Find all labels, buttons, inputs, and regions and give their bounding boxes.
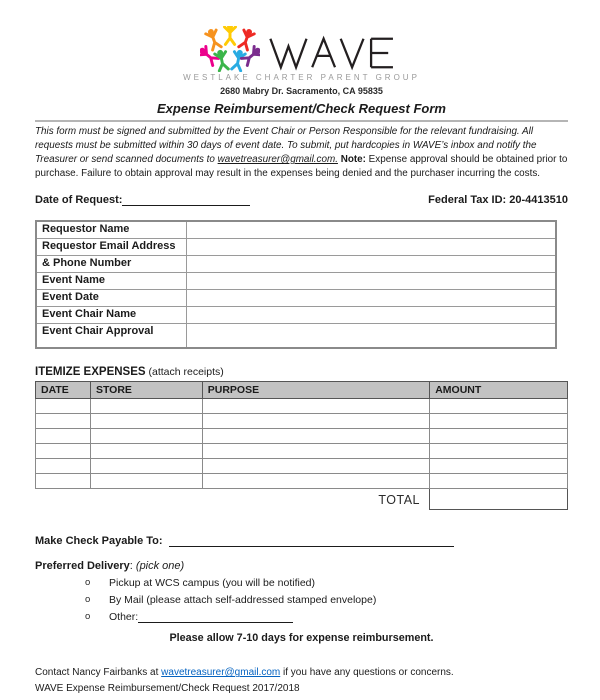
contact-prefix: Contact Nancy Fairbanks at [35,667,162,679]
preferred-delivery-label: Preferred Delivery [35,560,130,573]
expense-cell [430,444,568,459]
itemize-expenses-heading [35,366,568,378]
expense-cell [202,459,429,474]
expense-cell [36,414,91,429]
column-header-purpose: PURPOSE [202,382,429,399]
expense-cell [90,429,202,444]
logo-tagline: WESTLAKE CHARTER PARENT GROUP [183,73,420,82]
note-text: Expense approval should be obtained prior to purchase. Failure to obtain approval may result in the expenses being denied and the purchaser incurring the costs. [35,154,568,180]
delivery-option-other [35,611,568,623]
event-name-field [186,272,556,289]
pick-one-note: (pick one) [135,560,185,573]
bullet-icon: o [85,577,91,589]
total-label: TOTAL [378,492,420,507]
expense-cell [36,444,91,459]
event-chair-approval-field [186,323,556,348]
expense-cell [90,399,202,414]
event-chair-name-field [186,306,556,323]
bullet-icon: o [85,594,91,606]
requestor-table [35,220,557,349]
expense-cell [90,414,202,429]
footer [35,665,568,696]
expense-cell [430,474,568,489]
table-row [36,306,556,323]
total-row [35,489,568,510]
expense-cell [430,459,568,474]
row-label: Requestor Name [36,221,186,238]
phone-number-field [186,255,556,272]
expense-cell [90,459,202,474]
delivery-option-label: By Mail (please attach self-addressed stamped envelope) [109,594,377,607]
make-check-payable-label: Make Check Payable To: [35,535,163,548]
date-of-request-label: Date of Request: [35,194,123,207]
wave-people-logo-icon [200,26,260,72]
expense-cell [202,444,429,459]
expense-cell [90,444,202,459]
expense-row [36,429,568,444]
table-row [36,323,556,348]
table-row [36,289,556,306]
expense-row [36,444,568,459]
logo [35,26,568,72]
row-label: Event Chair Name [36,306,186,323]
bullet-icon: o [85,611,91,623]
row-label: & Phone Number [36,255,186,272]
table-row [36,221,556,238]
date-row [35,194,568,206]
title-divider [35,120,568,122]
row-label: Event Name [36,272,186,289]
table-row [36,272,556,289]
intro-paragraph [35,125,568,181]
expense-cell [36,429,91,444]
expenses-header-row [36,382,568,399]
expense-row [36,399,568,414]
expense-cell [36,399,91,414]
payable-to-field [169,535,454,547]
wave-wordmark [266,34,404,72]
itemize-expenses-title: ITEMIZE EXPENSES [35,366,146,379]
federal-tax-id: Federal Tax ID: 20-4413510 [428,194,568,207]
table-row [36,238,556,255]
preferred-delivery-heading [35,560,568,572]
expense-cell [430,429,568,444]
column-header-store: STORE [90,382,202,399]
attach-receipts-note: (attach receipts) [145,366,224,379]
contact-suffix: if you have any questions or concerns. [280,667,454,679]
expense-cell [202,399,429,414]
intro-italic-text: This form must be signed and submitted by the Event Chair or Person Responsible for the relevant fundraising. All requests must be submitted within 30 days of event date. To submit, put hardcopies in WAVE’s inbox and notify the Treasurer or send scanned documents to [35,126,537,166]
delivery-option-label: Pickup at WCS campus (you will be notified) [109,577,315,590]
expense-cell [430,414,568,429]
expense-cell [202,414,429,429]
row-label: Event Date [36,289,186,306]
total-amount-field [429,489,568,510]
note-label: Note: [337,154,366,166]
expense-row [36,459,568,474]
row-label: Requestor Email Address [36,238,186,255]
expense-row [36,414,568,429]
expense-cell [202,474,429,489]
requestor-email-field [186,238,556,255]
contact-email-link[interactable]: wavetreasurer@gmail.com [161,667,281,679]
colon: : [129,560,136,573]
table-row [36,255,556,272]
treasurer-email-link[interactable]: wavetreasurer@gmail.com. [217,154,338,166]
delivery-option-label: Other: [109,611,139,624]
column-header-amount: AMOUNT [430,382,568,399]
expense-row [36,474,568,489]
make-check-payable-row [35,535,568,547]
event-date-field [186,289,556,306]
expense-cell [202,429,429,444]
delivery-option-mail [35,594,568,606]
document-id-line: WAVE Expense Reimbursement/Check Request 2017/2018 [35,682,300,694]
column-header-date: DATE [36,382,91,399]
other-field [138,611,293,623]
form-title: Expense Reimbursement/Check Request Form [157,101,446,116]
org-address: 2680 Mabry Dr. Sacramento, CA 95835 [220,86,383,96]
expense-cell [90,474,202,489]
expense-cell [430,399,568,414]
date-of-request [35,194,250,206]
expense-cell [36,474,91,489]
expenses-table [35,381,568,489]
reimbursement-notice: Please allow 7-10 days for expense reimbursement. [169,632,434,645]
contact-line [35,665,568,681]
requestor-name-field [186,221,556,238]
row-label: Event Chair Approval [36,323,186,348]
date-of-request-field [122,194,250,206]
delivery-option-pickup [35,577,568,589]
expense-cell [36,459,91,474]
